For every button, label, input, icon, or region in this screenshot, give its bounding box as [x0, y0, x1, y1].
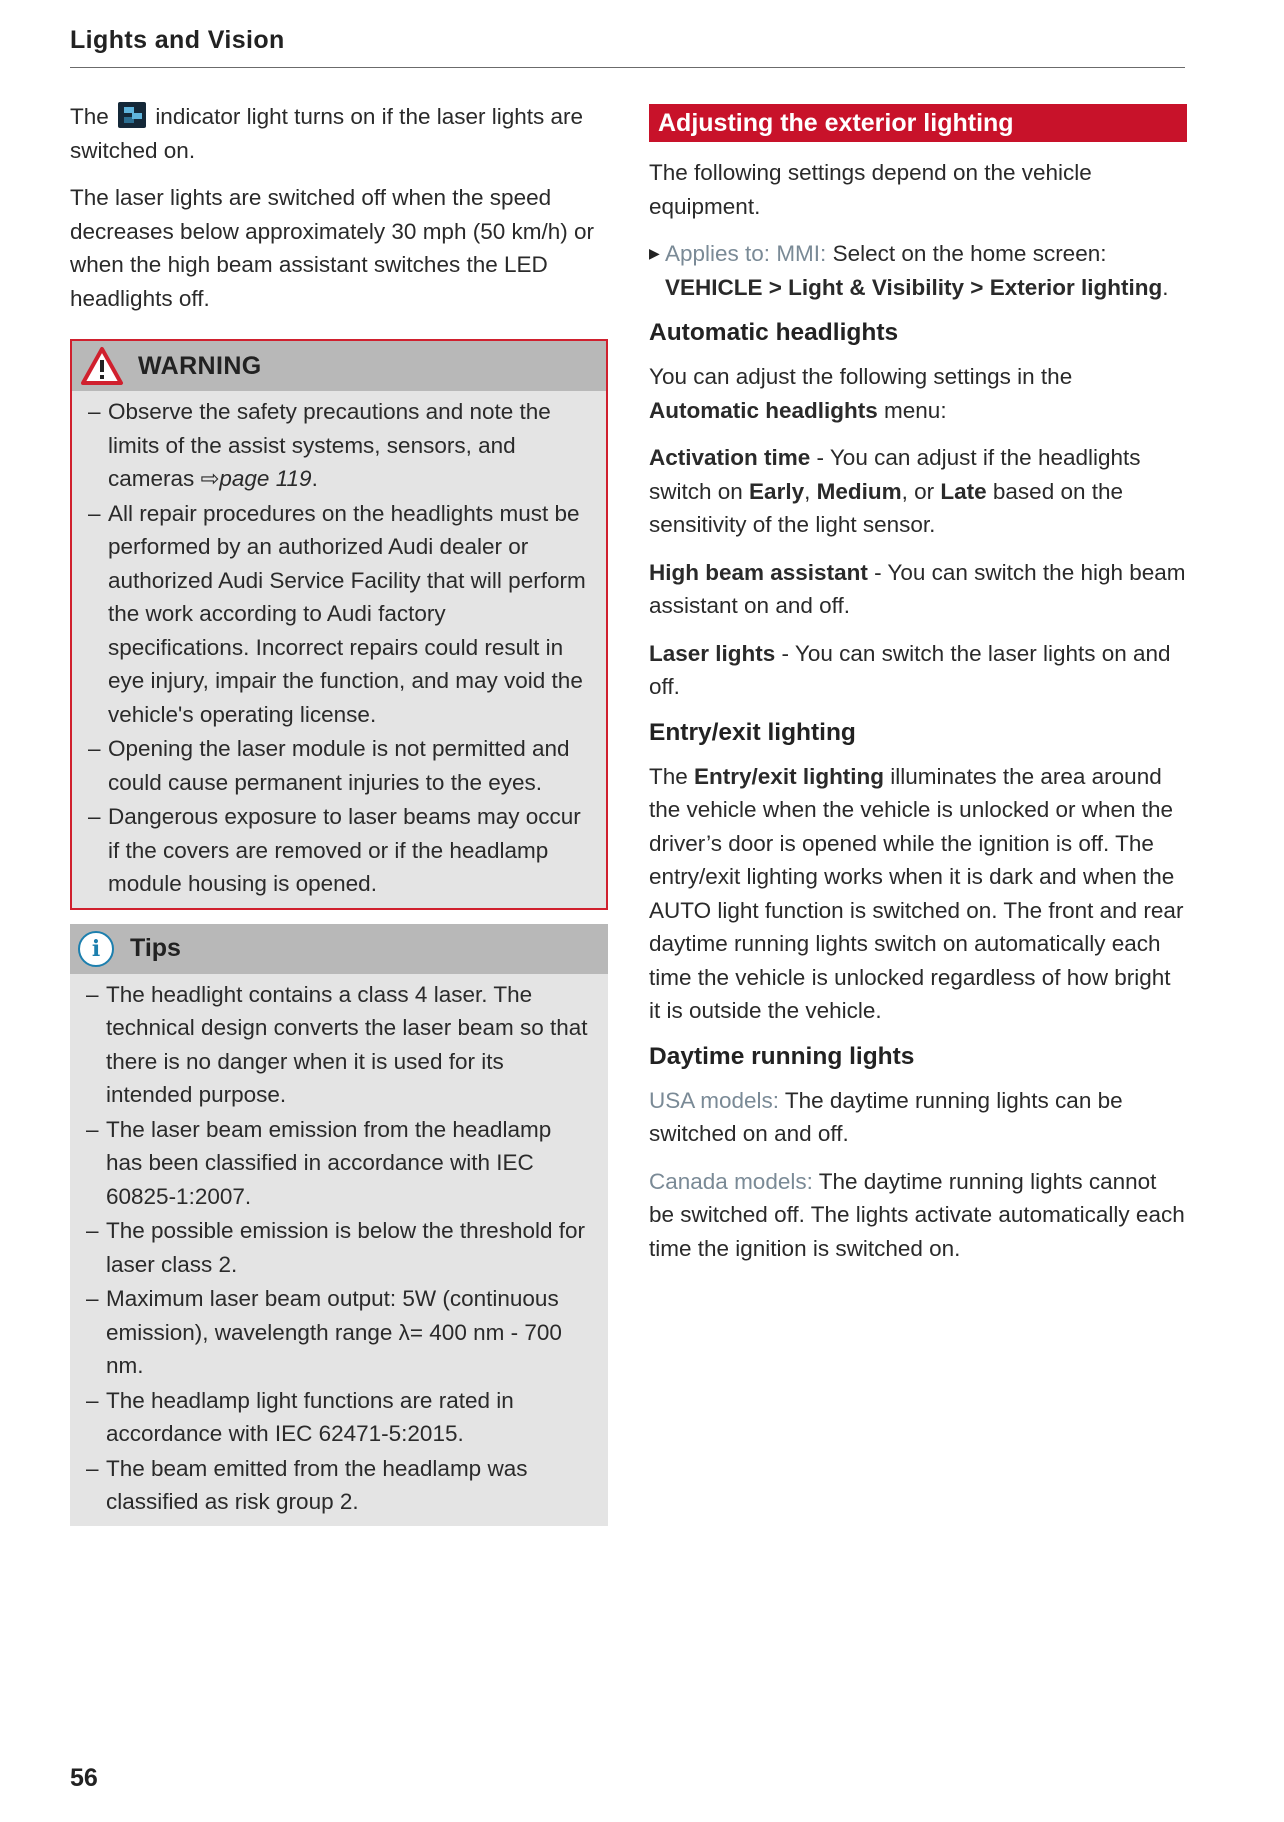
indicator-text-pre: The	[70, 104, 109, 129]
activation-time-setting: Activation time - You can adjust if the headlights switch on Early, Medium, or Late based on the sensitivity of the light sensor.	[649, 445, 1141, 537]
tips-item: – Maximum laser beam output: 5W (continuous emission), wavelength range λ= 400 nm - 700 nm.	[86, 1282, 592, 1383]
warning-item: – Dangerous exposure to laser beams may occur if the covers are removed or if the headlamp module housing is opened.	[88, 800, 590, 901]
bullet-arrow-icon: ▶	[649, 245, 660, 261]
info-icon: i	[78, 931, 114, 967]
warning-item: – Observe the safety precautions and note the limits of the assist systems, sensors, and cameras ⇨page 119.	[88, 395, 590, 496]
page-reference-link[interactable]: page 119	[219, 466, 312, 491]
section-banner: Adjusting the exterior lighting	[649, 104, 1187, 142]
menu-path-exterior-lighting: Exterior lighting	[989, 274, 1163, 300]
warning-header	[72, 341, 606, 391]
indicator-text-post: indicator light turns on if the laser lights are switched on.	[70, 104, 584, 163]
tips-box	[70, 924, 608, 1526]
daytime-running-heading: Daytime running lights	[649, 1042, 915, 1070]
warning-item: – All repair procedures on the headlights must be performed by an authorized Audi dealer or authorized Audi Service Facility that will perform the work according to Audi factory specifications. Incorrect repairs could result in eye injury, impair the function, and may void the vehicle's operating license.	[88, 497, 590, 732]
tips-item: – The headlight contains a class 4 laser. The technical design converts the laser beam so that there is no danger when it is used for its intended purpose.	[86, 978, 592, 1112]
warning-box	[70, 339, 608, 910]
high-beam-assistant-setting: High beam assistant - You can switch the high beam assistant on and off.	[649, 559, 1186, 618]
tips-title: Tips	[130, 934, 181, 962]
page-ref-arrow: ⇨	[200, 466, 220, 491]
automatic-headlights-intro: You can adjust the following settings in the Automatic headlights menu:	[649, 364, 1073, 423]
usa-models-paragraph: USA models: The daytime running lights can be switched on and off.	[649, 1087, 1123, 1146]
laser-off-paragraph: The laser lights are switched off when the speed decreases below approximately 30 mph (50 km/h) or when the high beam assistant switches the LED headlights off.	[70, 185, 594, 311]
right-column	[649, 104, 1187, 1279]
warning-title: WARNING	[138, 351, 262, 380]
entry-exit-paragraph: The Entry/exit lighting illuminates the area around the vehicle when the vehicle is unlocked or when the driver’s door is opened while the ignition is off. The entry/exit lighting works when it is dark and when the AUTO light function is switched on. The front and rear daytime running lights switch on automatically each time the vehicle is unlocked regardless of how bright it is outside the vehicle.	[649, 763, 1184, 1023]
tips-list	[70, 974, 608, 1526]
left-column	[70, 100, 608, 1526]
page-header	[70, 26, 1185, 68]
applies-prefix: Applies to: MMI:	[665, 241, 827, 266]
indicator-paragraph	[70, 100, 608, 167]
tips-item: – The possible emission is below the threshold for laser class 2.	[86, 1214, 592, 1281]
laser-indicator-icon	[118, 102, 146, 128]
tips-item: – The beam emitted from the headlamp was classified as risk group 2.	[86, 1452, 592, 1519]
tips-item: – The laser beam emission from the headlamp has been classified in accordance with IEC 60825-1:2007.	[86, 1113, 592, 1214]
laser-lights-setting: Laser lights - You can switch the laser lights on and off.	[649, 640, 1171, 699]
page-title: Lights and Vision	[70, 26, 285, 54]
warning-triangle-icon	[80, 346, 124, 386]
page-number: 56	[70, 1764, 98, 1792]
tips-item: – The headlamp light functions are rated in accordance with IEC 62471-5:2015.	[86, 1384, 592, 1451]
tips-header	[70, 924, 608, 974]
warning-list	[72, 391, 606, 908]
equipment-note: The following settings depend on the vehicle equipment.	[649, 160, 1092, 219]
entry-exit-heading: Entry/exit lighting	[649, 718, 856, 746]
menu-path-light-visibility: Light & Visibility	[788, 274, 965, 300]
menu-path-vehicle: VEHICLE	[665, 274, 763, 300]
warning-item: – Opening the laser module is not permitted and could cause permanent injuries to the eyes.	[88, 732, 590, 799]
applies-to-instruction: ▶ Applies to: MMI: Select on the home screen: VEHICLE > Light & Visibility > Exterior lighting.	[649, 237, 1187, 304]
automatic-headlights-heading: Automatic headlights	[649, 319, 899, 346]
canada-models-paragraph: Canada models: The daytime running lights cannot be switched off. The lights activate automatically each time the ignition is switched on.	[649, 1168, 1185, 1261]
